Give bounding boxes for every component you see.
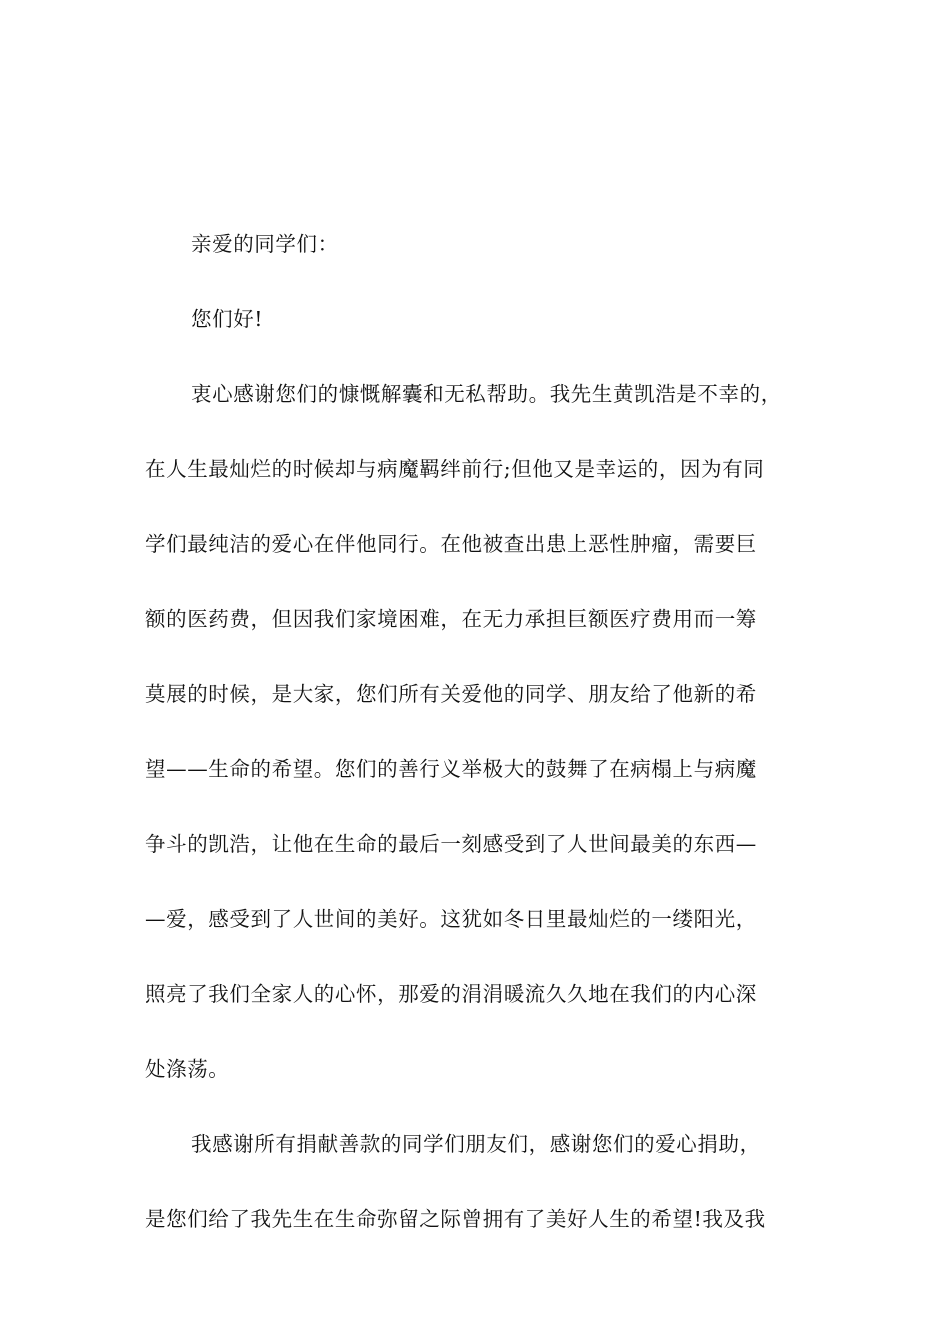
paragraph-line: 在人生最灿烂的时候却与病魔羁绊前行;但他又是幸运的，因为有同	[145, 457, 765, 481]
paragraph-gratitude	[145, 357, 813, 1107]
salutation-line: 您们好!	[191, 307, 264, 331]
paragraph-line: 我感谢所有捐献善款的同学们朋友们，感谢您们的爱心捐助，	[191, 1132, 761, 1156]
paragraph-thanks	[145, 1107, 813, 1257]
paragraph-line: —爱，感受到了人世间的美好。这犹如冬日里最灿烂的一缕阳光，	[145, 907, 757, 931]
letter-body	[145, 207, 813, 1257]
paragraph-line: 处涤荡。	[145, 1057, 230, 1081]
paragraph-line: 衷心感谢您们的慷慨解囊和无私帮助。我先生黄凯浩是不幸的，	[191, 382, 782, 406]
paragraph-line: 是您们给了我先生在生命弥留之际曾拥有了美好人生的希望!我及我	[145, 1207, 766, 1231]
paragraph-line: 额的医药费，但因我们家境困难，在无力承担巨额医疗费用而一筹	[145, 607, 757, 631]
paragraph-line: 学们最纯洁的爱心在伴他同行。在他被查出患上恶性肿瘤，需要巨	[145, 532, 757, 556]
paragraph-line: 照亮了我们全家人的心怀，那爱的涓涓暖流久久地在我们的内心深	[145, 982, 757, 1006]
paragraph-line: 望——生命的希望。您们的善行义举极大的鼓舞了在病榻上与病魔	[145, 757, 757, 781]
paragraph-line: 莫展的时候，是大家，您们所有关爱他的同学、朋友给了他新的希	[145, 682, 757, 706]
paragraph-line: 争斗的凯浩，让他在生命的最后一刻感受到了人世间最美的东西—	[145, 832, 757, 856]
greeting-line: 亲爱的同学们：	[191, 232, 339, 256]
